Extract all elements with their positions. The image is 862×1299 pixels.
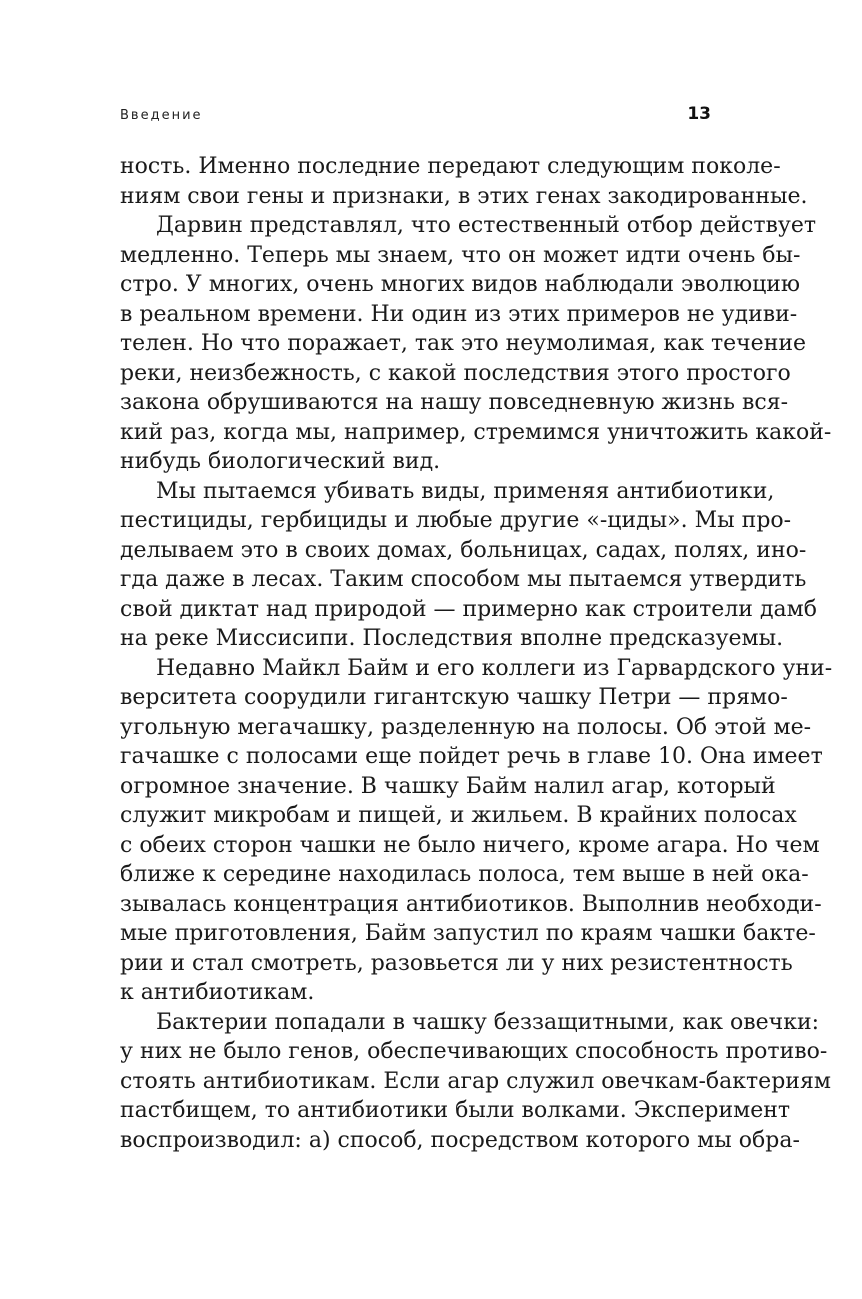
text-line: стоять антибиотикам. Если агар служил овечкам-бактериям [120, 1068, 831, 1094]
text-line: стро. У многих, очень многих видов наблюдали эволюцию [120, 272, 801, 297]
text-line: телен. Но что поражает, так это неумолимая, как течение [120, 331, 807, 356]
text-line: пастбищем, то антибиотики были волками. Эксперимент [120, 1098, 791, 1123]
text-line: служит микробам и пищей, и жильем. В крайних полосах [120, 803, 797, 828]
text-line: у них не было генов, обеспечивающих способность противо- [120, 1039, 828, 1064]
text-line: воспроизводил: а) способ, посредством которого мы обра- [120, 1127, 800, 1153]
text-line: делываем это в своих домах, больницах, садах, полях, ино- [120, 537, 807, 563]
paragraph-4 [120, 654, 833, 1008]
page-number: 13 [687, 104, 711, 124]
text-line: ближе к середине находилась полоса, тем выше в ней ока- [120, 862, 809, 887]
text-line: на реке Миссисипи. Последствия вполне предсказуемы. [120, 626, 784, 651]
text-line: реки, неизбежность, с какой последствия этого простого [120, 360, 791, 386]
paragraph-3 [120, 477, 817, 654]
text-line: пестициды, гербициды и любые другие «-циды». Мы про- [120, 508, 792, 533]
text-line: гачашке с полосами еще пойдет речь в главе 10. Она имеет [120, 744, 823, 769]
text-line: медленно. Теперь мы знаем, что он может идти очень бы- [120, 242, 801, 268]
text-line: закона обрушиваются на нашу повседневную жизнь вся- [120, 390, 789, 415]
text-line: Недавно Майкл Байм и его коллеги из Гарвардского уни- [156, 655, 833, 681]
text-line: Бактерии попадали в чашку беззащитными, как овечки: [156, 1009, 820, 1035]
text-line: свой диктат над природой — примерно как строители дамб [120, 596, 817, 622]
text-line: к антибиотикам. [120, 980, 315, 1005]
text-line: гда даже в лесах. Таким способом мы пытаемся утвердить [120, 567, 807, 592]
paragraph-1 [120, 152, 808, 211]
text-line: Мы пытаемся убивать виды, применяя антибиотики, [156, 478, 775, 504]
text-line: рии и стал смотреть, разовьется ли у них резистентность [120, 950, 793, 976]
body-text [120, 152, 833, 1155]
text-line: нибудь биологический вид. [120, 449, 441, 474]
paragraph-5 [120, 1008, 831, 1156]
running-head-section-title: Введение [120, 108, 203, 123]
text-line: верситета соорудили гигантскую чашку Петри — прямо- [120, 685, 788, 710]
text-line: ниям свои гены и признаки, в этих генах закодированные. [120, 183, 808, 209]
text-line: Дарвин представлял, что естественный отбор действует [156, 213, 817, 238]
paragraph-2 [120, 211, 832, 477]
text-line: угольную мегачашку, разделенную на полосы. Об этой ме- [120, 714, 812, 740]
text-line: зывалась концентрация антибиотиков. Выполнив необходи- [120, 891, 822, 917]
text-line: мые приготовления, Байм запустил по краям чашки бакте- [120, 921, 816, 946]
text-line: с обеих сторон чашки не было ничего, кроме агара. Но чем [120, 832, 820, 858]
text-line: в реальном времени. Ни один из этих примеров не удиви- [120, 301, 798, 327]
text-line: кий раз, когда мы, например, стремимся уничтожить какой- [120, 419, 832, 445]
text-line: ность. Именно последние передают следующим поколе- [120, 154, 781, 179]
text-line: огромное значение. В чашку Байм налил агар, который [120, 773, 776, 799]
